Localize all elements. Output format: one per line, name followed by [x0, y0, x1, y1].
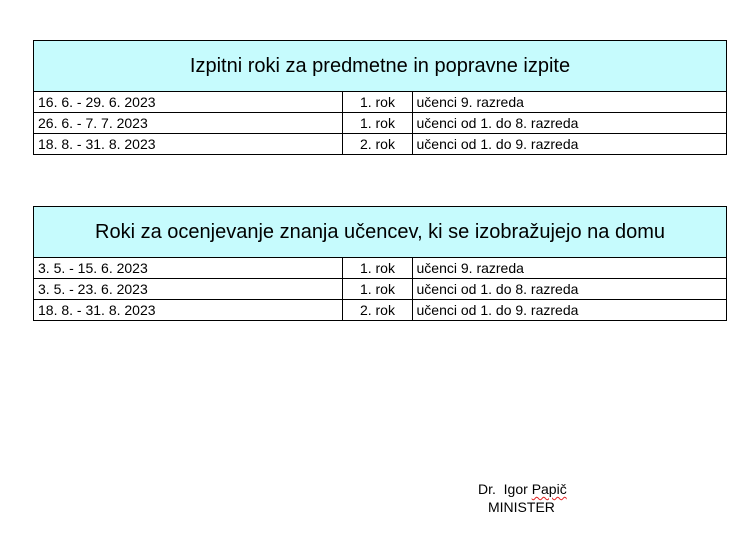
students-cell: učenci od 1. do 9. razreda — [412, 300, 726, 321]
home-schooling-dates-table — [33, 206, 727, 321]
table-row — [34, 300, 727, 321]
rok-cell: 2. rok — [343, 300, 412, 321]
date-range-cell: 16. 6. - 29. 6. 2023 — [34, 92, 343, 113]
students-cell: učenci od 1. do 8. razreda — [412, 279, 726, 300]
rok-cell: 1. rok — [343, 279, 412, 300]
students-cell: učenci 9. razreda — [412, 92, 726, 113]
table-title: Roki za ocenjevanje znanja učencev, ki se izobražujejo na domu — [34, 207, 727, 258]
table-title: Izpitni roki za predmetne in popravne izpite — [34, 41, 727, 92]
table-row — [34, 279, 727, 300]
date-range-cell: 3. 5. - 15. 6. 2023 — [34, 258, 343, 279]
signature-title: MINISTER — [488, 499, 555, 515]
table-row — [34, 92, 727, 113]
table-row — [34, 113, 727, 134]
students-cell: učenci od 1. do 8. razreda — [412, 113, 726, 134]
students-cell: učenci od 1. do 9. razreda — [412, 134, 726, 155]
rok-cell: 1. rok — [343, 92, 412, 113]
rok-cell: 1. rok — [343, 258, 412, 279]
date-range-cell: 3. 5. - 23. 6. 2023 — [34, 279, 343, 300]
rok-cell: 1. rok — [343, 113, 412, 134]
date-range-cell: 26. 6. - 7. 7. 2023 — [34, 113, 343, 134]
signature-block — [470, 480, 590, 516]
table-row — [34, 134, 727, 155]
date-range-cell: 18. 8. - 31. 8. 2023 — [34, 134, 343, 155]
table-header-row — [34, 41, 727, 92]
date-range-cell: 18. 8. - 31. 8. 2023 — [34, 300, 343, 321]
rok-cell: 2. rok — [343, 134, 412, 155]
table-header-row — [34, 207, 727, 258]
table-row — [34, 258, 727, 279]
students-cell: učenci 9. razreda — [412, 258, 726, 279]
signature-name-prefix: Dr. Igor — [478, 481, 528, 497]
exam-dates-table — [33, 40, 727, 155]
signature-surname: Papič — [531, 481, 567, 497]
signature-name — [470, 480, 590, 498]
